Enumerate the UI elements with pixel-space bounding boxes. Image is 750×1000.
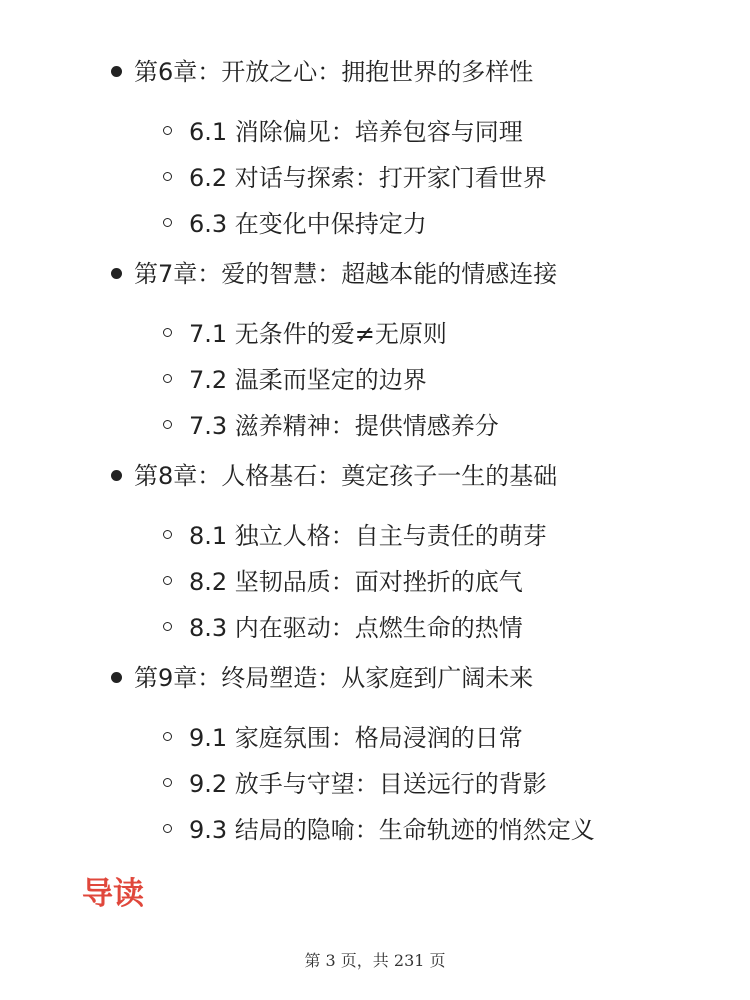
section-title: 9.2 放手与守望：目送远行的背影 (189, 770, 547, 798)
section-item (0, 608, 750, 648)
section-title: 7.3 滋养精神：提供情感养分 (189, 412, 499, 440)
chapter-title-row (0, 52, 750, 92)
bullet-icon (111, 66, 122, 77)
section-title: 8.1 独立人格：自主与责任的萌芽 (189, 522, 547, 550)
chapter-6 (0, 52, 750, 254)
chapter-7 (0, 254, 750, 456)
section-item (0, 718, 750, 758)
chapter-title: 第7章：爱的智慧：超越本能的情感连接 (134, 260, 558, 288)
section-title: 6.2 对话与探索：打开家门看世界 (189, 164, 547, 192)
chapter-title: 第6章：开放之心：拥抱世界的多样性 (134, 58, 534, 86)
chapter-8 (0, 456, 750, 658)
section-title: 8.2 坚韧品质：面对挫折的底气 (189, 568, 523, 596)
section-item (0, 112, 750, 152)
section-item (0, 204, 750, 244)
section-title: 7.1 无条件的爱≠无原则 (189, 320, 447, 348)
chapter-title-row (0, 456, 750, 496)
section-item (0, 406, 750, 446)
section-title: 7.2 温柔而坚定的边界 (189, 366, 427, 394)
section-item (0, 158, 750, 198)
section-item (0, 764, 750, 804)
chapter-title: 第8章：人格基石：奠定孩子一生的基础 (134, 462, 558, 490)
section-title: 8.3 内在驱动：点燃生命的热情 (189, 614, 523, 642)
hollow-bullet-icon (163, 126, 172, 135)
chapter-title-row (0, 254, 750, 294)
hollow-bullet-icon (163, 374, 172, 383)
chapter-title: 第9章：终局塑造：从家庭到广阔未来 (134, 664, 534, 692)
hollow-bullet-icon (163, 530, 172, 539)
page-footer: 第 3 页，共 231 页 (304, 951, 446, 970)
chapter-9 (0, 658, 750, 860)
hollow-bullet-icon (163, 576, 172, 585)
section-title: 9.1 家庭氛围：格局浸润的日常 (189, 724, 523, 752)
section-title: 9.3 结局的隐喻：生命轨迹的悄然定义 (189, 816, 595, 844)
hollow-bullet-icon (163, 824, 172, 833)
section-title: 6.1 消除偏见：培养包容与同理 (189, 118, 523, 146)
hollow-bullet-icon (163, 172, 172, 181)
section-item (0, 562, 750, 602)
bullet-icon (111, 672, 122, 683)
hollow-bullet-icon (163, 420, 172, 429)
bullet-icon (111, 268, 122, 279)
chapter-title-row (0, 658, 750, 698)
hollow-bullet-icon (163, 622, 172, 631)
section-item (0, 516, 750, 556)
hollow-bullet-icon (163, 778, 172, 787)
hollow-bullet-icon (163, 218, 172, 227)
section-item (0, 360, 750, 400)
bullet-icon (111, 470, 122, 481)
hollow-bullet-icon (163, 328, 172, 337)
section-item (0, 810, 750, 850)
section-title: 6.3 在变化中保持定力 (189, 210, 427, 238)
hollow-bullet-icon (163, 732, 172, 741)
section-heading: 导读 (82, 876, 144, 912)
section-item (0, 314, 750, 354)
